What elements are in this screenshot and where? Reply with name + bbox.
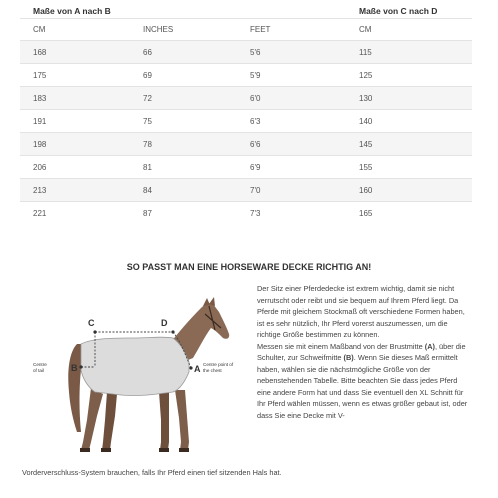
table-row xyxy=(20,41,472,64)
cell-inches: 69 xyxy=(143,64,250,87)
cell-cm-cd: 165 xyxy=(359,202,472,225)
bold-label-a: (A) xyxy=(424,341,435,351)
cell-inches: 84 xyxy=(143,179,250,202)
label-a: A xyxy=(194,364,201,374)
cell-feet: 6'3 xyxy=(250,110,359,133)
cell-feet: 6'0 xyxy=(250,87,359,110)
cell-cm: 191 xyxy=(20,110,143,133)
caption-centre-of-tail-line1: Centre xyxy=(33,362,47,367)
column-header-cm-cd: CM xyxy=(359,19,472,41)
cell-cm: 168 xyxy=(20,41,143,64)
caption-centre-of-chest-line2: the chest xyxy=(203,368,222,373)
caption-centre-of-chest-line1: Centre point of xyxy=(203,362,234,367)
table-row xyxy=(20,110,472,133)
cell-cm: 175 xyxy=(20,64,143,87)
cell-feet: 6'9 xyxy=(250,156,359,179)
cell-cm-cd: 130 xyxy=(359,87,472,110)
cell-cm-cd: 115 xyxy=(359,41,472,64)
table-row xyxy=(20,156,472,179)
cell-inches: 72 xyxy=(143,87,250,110)
label-c: C xyxy=(88,318,95,328)
cell-cm: 221 xyxy=(20,202,143,225)
cell-inches: 75 xyxy=(143,110,250,133)
cell-cm: 213 xyxy=(20,179,143,202)
table-row xyxy=(20,179,472,202)
cell-cm-cd: 160 xyxy=(359,179,472,202)
table-row xyxy=(20,202,472,225)
table-row xyxy=(20,87,472,110)
cell-feet: 5'6 xyxy=(250,41,359,64)
cell-inches: 66 xyxy=(143,41,250,64)
column-header-feet: FEET xyxy=(250,19,359,41)
paragraph-measure-part2: , über die Schulter, zur Schweifmitte xyxy=(257,341,466,362)
cell-inches: 87 xyxy=(143,202,250,225)
paragraph-measure-part3: . Wenn Sie dieses Maß ermittelt haben, wählen sie die nächstmögliche Größe von der nebenstehenden Tabelle. Bitte beachten Sie dass jedes Pferd eine andere Form hat und dass Sie eventuell den XL Schnitt für Ihr Pferd wählen müssen, wenn es etwas größer gebaut ist, oder dass Sie eine Decke mit V- xyxy=(257,353,468,420)
cell-cm-cd: 155 xyxy=(359,156,472,179)
size-table xyxy=(20,18,472,224)
column-header-cm: CM xyxy=(20,19,143,41)
table-header-row xyxy=(20,19,472,41)
cell-feet: 6'6 xyxy=(250,133,359,156)
label-b: B xyxy=(71,363,78,373)
cell-cm: 183 xyxy=(20,87,143,110)
column-header-inches: INCHES xyxy=(143,19,250,41)
cell-cm-cd: 140 xyxy=(359,110,472,133)
paragraph-intro: Der Sitz einer Pferdedecke ist extrem wichtig, damit sie nicht verrutscht oder reibt und sie bequem auf Ihrem Pferd liegt. Da Pferde mit gleichem Stockmaß oft verschiedene Formen haben, ist es sehr nützlich, Ihr Pferd vorerst auszumessen, um die richtige Größe bestimmen zu können. xyxy=(257,284,465,339)
paragraph-measure-part1: Messen sie mit einem Maßband von der Brustmitte xyxy=(257,341,425,351)
cell-feet: 5'9 xyxy=(250,64,359,87)
caption-centre-of-tail-line2: of tail xyxy=(33,368,44,373)
table-title-a-to-b: Maße von A nach B xyxy=(33,6,111,16)
paragraph-measure-tail: Vorderverschluss-System brauchen, falls Ihr Pferd einen tief sitzenden Hals hat. xyxy=(22,468,282,477)
bold-label-b: (B) xyxy=(343,353,354,362)
section-heading: SO PASST MAN EINE HORSEWARE DECKE RICHTIG AN! xyxy=(126,262,372,272)
fitting-description xyxy=(257,283,472,421)
horse-measurement-diagram xyxy=(33,292,253,462)
table-row xyxy=(20,64,472,87)
table-title-row xyxy=(0,0,498,18)
label-d: D xyxy=(161,318,168,328)
cell-cm: 206 xyxy=(20,156,143,179)
table-row xyxy=(20,133,472,156)
cell-cm-cd: 125 xyxy=(359,64,472,87)
cell-inches: 78 xyxy=(143,133,250,156)
cell-cm: 198 xyxy=(20,133,143,156)
cell-inches: 81 xyxy=(143,156,250,179)
cell-cm-cd: 145 xyxy=(359,133,472,156)
table-title-c-to-d: Maße von C nach D xyxy=(359,6,438,16)
cell-feet: 7'0 xyxy=(250,179,359,202)
cell-feet: 7'3 xyxy=(250,202,359,225)
